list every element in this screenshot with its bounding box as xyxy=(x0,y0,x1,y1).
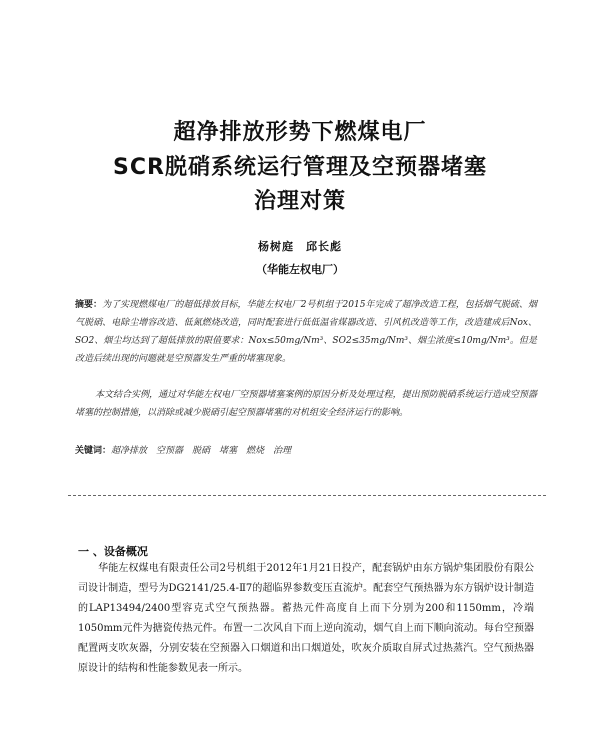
section-heading: 一 、设备概况 xyxy=(78,545,148,558)
authors: 杨树庭 邱长彪 xyxy=(258,240,342,253)
abstract-paragraph-1 xyxy=(75,296,537,368)
keywords-label: 关键词： xyxy=(75,446,112,456)
paper-title-line-1: 超净排放形势下燃煤电厂 xyxy=(173,120,427,145)
section-body xyxy=(78,559,534,679)
keywords-text: 超净排放 空预器 脱硝 堵塞 燃烧 治理 xyxy=(111,446,292,456)
abstract-label: 摘要： xyxy=(75,300,103,310)
divider-rule xyxy=(68,495,546,496)
abstract-paragraph-2 xyxy=(75,386,537,422)
affiliation: （华能左权电厂） xyxy=(256,263,344,276)
abstract-text: 为了实现燃煤电厂的超低排放目标，华能左权电厂2号机组于2015年完成了超净改造工程，包括烟气脱硫、烟气脱硝、电除尘增容改造、低氮燃烧改造，同时配套进行低低温省煤器改造、引风机改造等工作，改造建成后Nox、SO2、烟尘均达到了超低排放的限值要求：Nox≤50mg/Nm³、SO2≤35mg/Nm³、烟尘浓度≤10mg/Nm³。但是改造后续出现的问题就是空预器发生严重的堵塞现象。 xyxy=(75,300,537,364)
paper-title-line-3: 治理对策 xyxy=(253,189,346,214)
abstract-text-2: 本文结合实例，通过对华能左权电厂空预器堵塞案例的原因分析及处理过程，提出预防脱硝系统运行造成空预器堵塞的控制措施，以消除或减少脱硝引起空预器堵塞的对机组安全经济运行的影响。 xyxy=(75,390,537,418)
keywords xyxy=(75,442,537,460)
paper-title-line-2: SCR脱硝系统运行管理及空预器堵塞 xyxy=(113,155,487,180)
section-body-text: 华能左权煤电有限责任公司2号机组于2012年1月21日投产，配套锅炉由东方锅炉集团股份有限公司设计制造，型号为DG2141/25.4-Ⅱ7的超临界参数变压直流炉。配套空气预热器为东方锅炉设计制造的LAP13494/2400型容克式空气预热器。蓄热元件高度自上而下分别为200和1150mm，冷端1050mm元件为搪瓷传热元件。布置一二次风自下而上逆向流动，烟气自上而下顺向流动。每台空预器配置两支吹灰器，分别安装在空预器入口烟道和出口烟道处，吹灰介质取自屏式过热蒸汽。空气预热器原设计的结构和性能参数见表一所示。 xyxy=(78,563,534,674)
